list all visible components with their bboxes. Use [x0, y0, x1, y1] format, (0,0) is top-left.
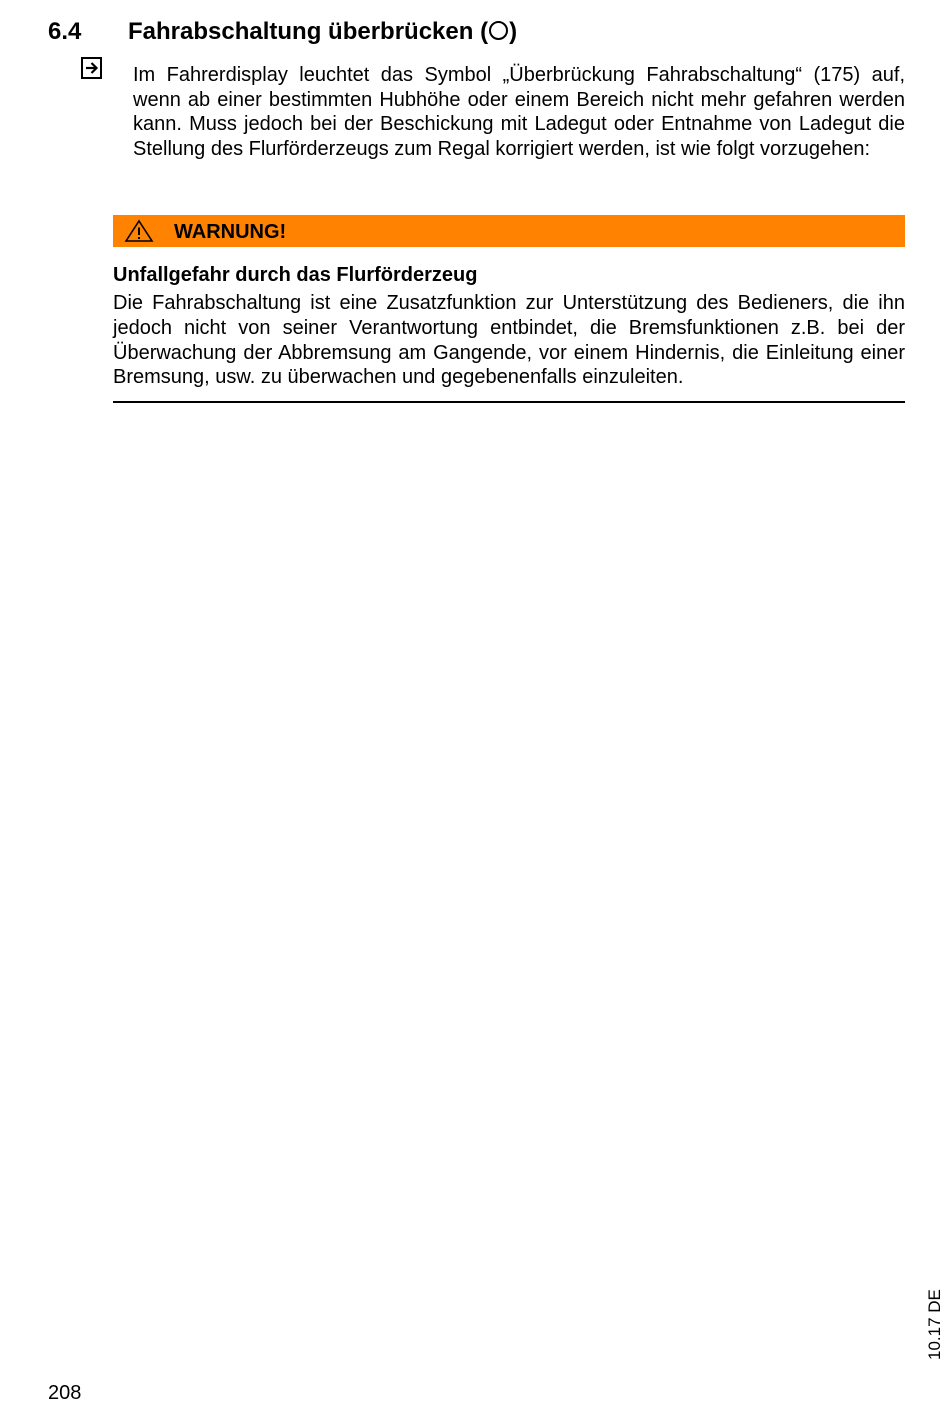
section-heading [48, 16, 517, 48]
warning-triangle-icon [124, 219, 154, 248]
section-title-suffix: ) [509, 18, 518, 45]
warning-label: WARNUNG! [174, 221, 287, 243]
warning-text: Die Fahrabschaltung ist eine Zusatzfunktion zur Unterstützung des Bedieners, die ihn jedoch nicht von seiner Verantwortung entbindet, die Bremsfunktionen z.B. bei der Überwachung der Abbremsung am Gangende, vor einem Hindernis, die Einleitung einer Bremsung, usw. zu überwachen und gegebenenfalls einzuleiten. [113, 292, 905, 389]
date-code: 10.17 DE [925, 1289, 944, 1360]
page-number: 208 [48, 1382, 82, 1404]
section-number: 6.4 [48, 18, 82, 45]
arrow-right-icon [81, 57, 102, 79]
intro-paragraph: Im Fahrerdisplay leuchtet das Symbol „Überbrückung Fahrabschaltung“ (175) auf, wenn ab einer bestimmten Hubhöhe oder einem Bereich nicht mehr gefahren werden kann. Muss jedoch bei der Beschickung mit Ladegut oder Entnahme von Ladegut die Stellung des Flurförderzeugs zum Regal korrigiert werden, ist wie folgt vorzugehen: [133, 64, 905, 160]
circle-symbol-icon [489, 21, 508, 40]
divider [113, 401, 905, 403]
section-title: Fahrabschaltung überbrücken ( [128, 18, 489, 45]
warning-title: Unfallgefahr durch das Flurförderzeug [113, 264, 478, 286]
warning-bar [113, 215, 905, 247]
